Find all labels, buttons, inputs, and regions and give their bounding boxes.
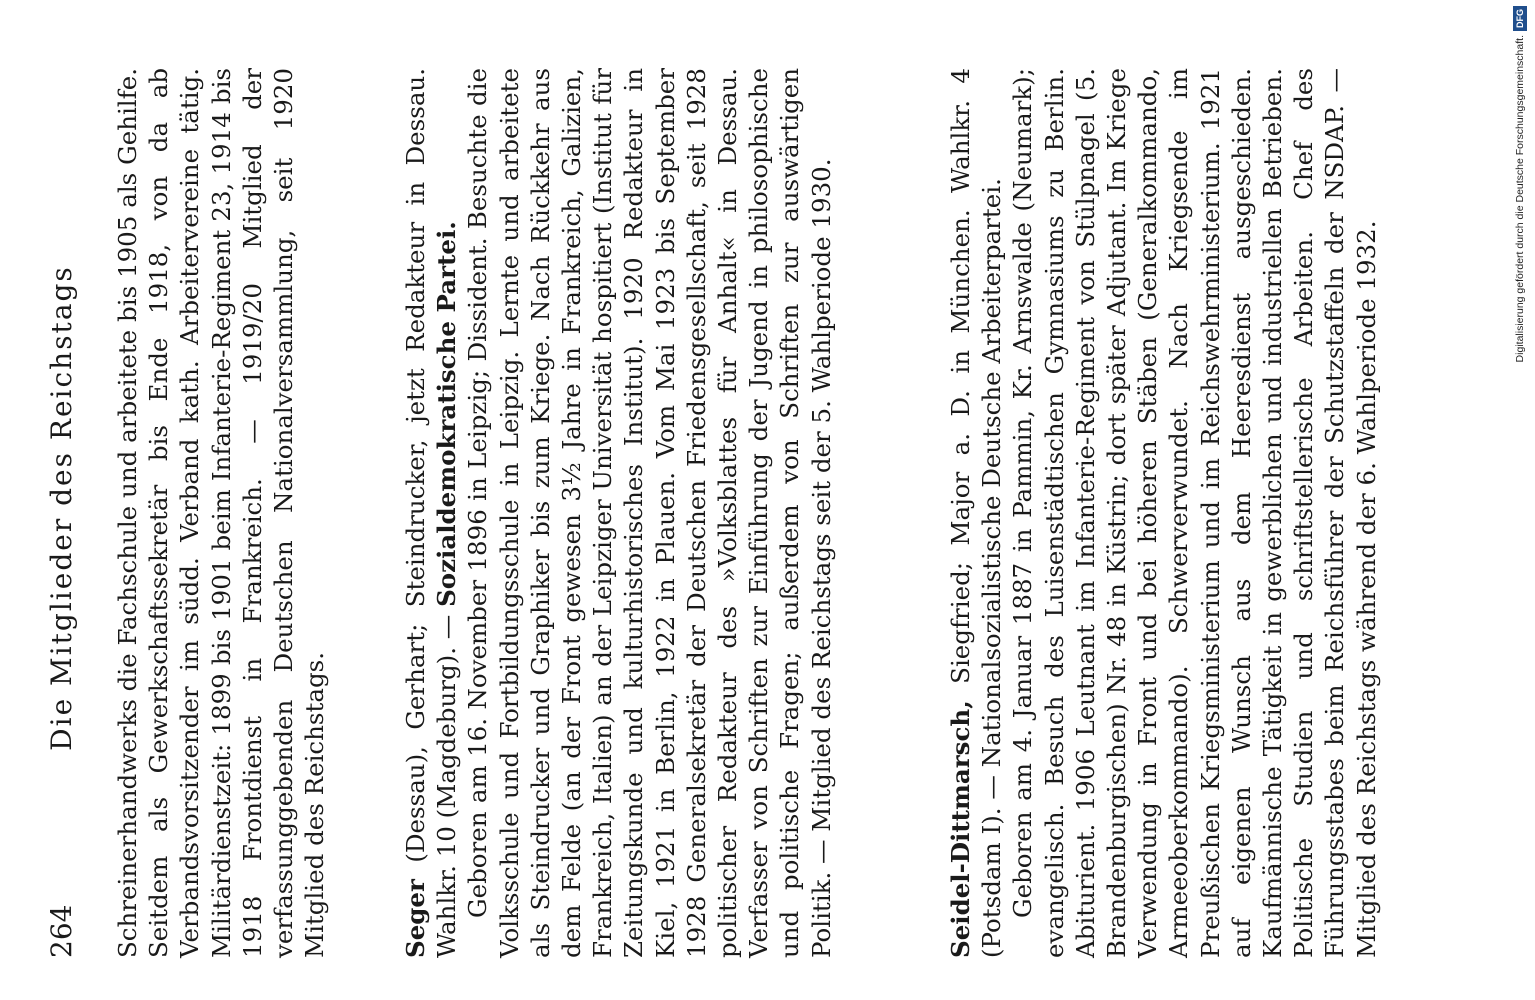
entry-seger-party: Sozialdemokratische Partei. xyxy=(432,221,462,607)
credit-line xyxy=(1508,6,1532,966)
entry-seidel-heading xyxy=(945,68,1007,958)
entry-seidel xyxy=(945,68,1382,958)
running-head: Die Mitglieder des Reichstags xyxy=(45,265,78,751)
entry-seger-name: Seger xyxy=(401,879,430,958)
continuation-text: Schreinerhandwerks die Fachschule und arbeitete bis 1905 als Gehilfe. Seitdem als Gewerkschaftssekretär bis Ende 1918, von da ab Verbandsvorsitzender im südd. Verband kath. Arbeitervereine tätig. Militärdienstzeit: 1899 bis 1901 beim Infanterie-Regiment 23, 1914 bis 1918 Frontdienst in Frankreich. — 1919/20 Mitglied der verfassunggebenden Deutschen Nationalversammlung, seit 1920 Mitglied des Reichstags. xyxy=(113,68,330,958)
entry-seger-heading-text: (Dessau), Gerhart; Steindrucker, jetzt Redakteur in Dessau. Wahlkr. 10 (Magdeburg). — xyxy=(401,68,462,958)
entry-seger xyxy=(400,68,837,958)
entry-seidel-name: Seidel-Dittmarsch, xyxy=(946,700,975,958)
dfg-logo: DFG xyxy=(1513,6,1527,31)
credit-text: Digitalisierung gefördert durch die Deutsche Forschungsgemeinschaft. xyxy=(1514,35,1526,363)
entry-seger-heading xyxy=(400,68,462,958)
entry-seidel-heading-text: Siegfried; Major a. D. in München. Wahlkr. 4 (Potsdam I). — Nationalsozialistische Deutsche Arbeiterpartei. xyxy=(946,68,1007,958)
digitization-credit xyxy=(1508,6,1532,966)
page-number: 264 xyxy=(45,904,78,958)
entry-seidel-body: Geboren am 4. Januar 1887 in Pammin, Kr. Arnswalde (Neumark); evangelisch. Besuch des Luisenstädtischen Gymnasiums zu Berlin. Abiturient. 1906 Leutnant im Infanterie-Regiment von Stülpnagel (5. Brandenburgischen) Nr. 48 in Küstrin; dort später Adjutant. Im Kriege Verwendung in Front und bei höheren Stäben (Generalkommando, Armeeoberkommando). Schwerverwundet. Nach Kriegsende im Preußischen Kriegsministerium und im Reichswehrministerium. 1921 auf eigenen Wunsch aus dem Heeresdienst ausgeschieden. Kaufmännische Tätigkeit in gewerblichen und industriellen Betrieben. Politische Studien und schriftstellerische Arbeiten. Chef des Führungsstabes beim Reichsführer der Schutzstaffeln der NSDAP. — Mitglied des Reichstags während der 6. Wahlperiode 1932. xyxy=(1008,68,1381,958)
continuation-paragraph xyxy=(112,68,330,958)
page-header xyxy=(42,58,82,958)
entry-seger-body: Geboren am 16. November 1896 in Leipzig; Dissident. Besuchte die Volksschule und Fortbildungsschule in Leipzig. Lernte und arbeitete als Steindrucker und Graphiker bis zum Kriege. Nach Rückkehr aus dem Felde (an der Front gewesen 3½ Jahre in Frankreich, Galizien, Frankreich, Italien) an der Leipziger Universität hospitiert (Institut für Zeitungskunde und kulturhistorisches Institut). 1920 Redakteur in Kiel, 1921 in Berlin, 1922 in Plauen. Vom Mai 1923 bis September 1928 Generalsekretär der Deutschen Friedensgesellschaft, seit 1928 politischer Redakteur des »Volksblattes für Anhalt« in Dessau. Verfasser von Schriften zur Einführung der Jugend in philosophische und politische Fragen; außerdem von Schriften zur auswärtigen Politik. — Mitglied des Reichstags seit der 5. Wahlperiode 1930. xyxy=(463,68,836,958)
